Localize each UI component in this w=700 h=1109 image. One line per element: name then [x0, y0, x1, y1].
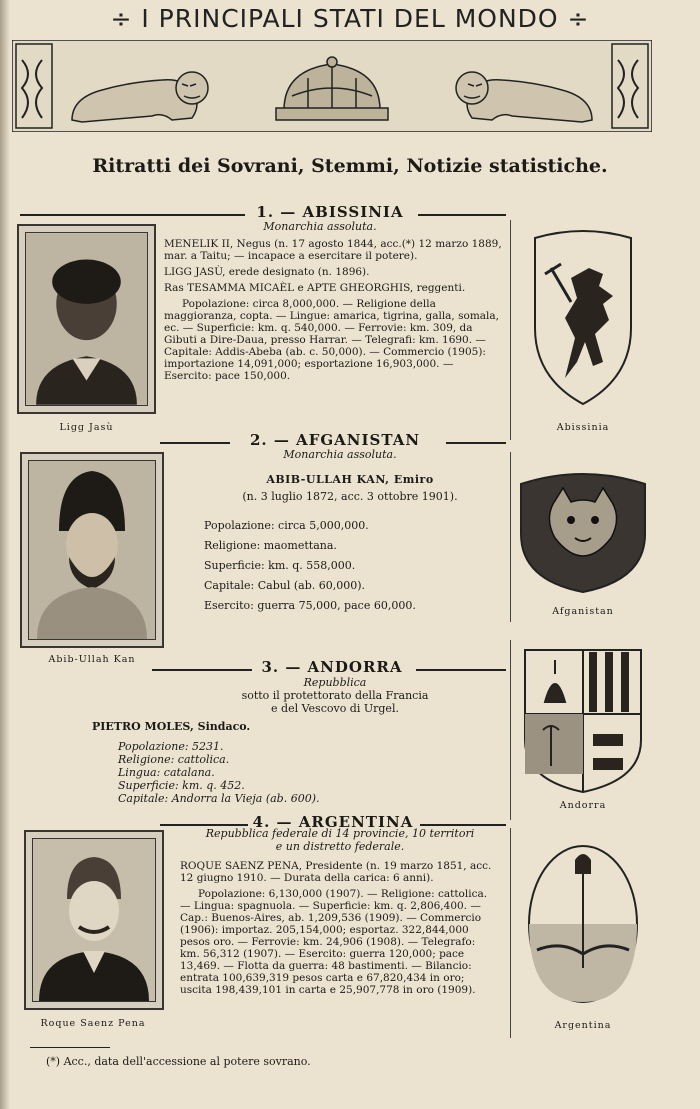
- section-body-abissinia: [164, 238, 502, 386]
- statistics-paragraph: Popolazione: 6,130,000 (1907). — Religione: cattolica. — Lingua: spagnuola. — Superficie: km. q. 2,806,400. — Cap.: Buenos-Aires, ab. 1,209,536 (1909). — Commercio (1906): importaz. 205,154,000; esportaz. 322,844,000 pesos oro. — Ferrovie: km. 24,906 (1908). — Telegrafo: km. 56,312 (1907). — Esercito: guerra 120,000; pace 13,469. — Flotta da guerra: 48 bastimenti. — Bilancio: entrata 100,639,319 pesos carta e 67,820,434 in oro; uscita 198,439,101 in carta e 25,907,778 in oro (1909).: [180, 888, 488, 996]
- portrait-frame-ligg-jasu: [17, 224, 156, 414]
- government-type: Monarchia assoluta.: [263, 220, 377, 233]
- stat-line: Popolazione: 5231.: [118, 740, 224, 753]
- government-type: e un distretto federale.: [275, 840, 405, 853]
- section-body-argentina: [180, 860, 498, 1000]
- portrait-ligg-jasu: [25, 232, 148, 406]
- portrait-frame-roque-saenz-pena: [24, 830, 164, 1010]
- protectorate-line: e del Vescovo di Urgel.: [271, 702, 399, 715]
- arms-caption: Argentina: [554, 1020, 612, 1031]
- portrait-roque-saenz-pena: [32, 838, 156, 1002]
- arms-caption: Andorra: [559, 800, 607, 811]
- stat-line: Popolazione: circa 5,000,000.: [204, 519, 369, 532]
- stat-line: Superficie: km. q. 452.: [118, 779, 245, 792]
- heir-line: LIGG JASÙ, erede designato (n. 1896).: [164, 266, 370, 278]
- heading-rule-right: [416, 669, 506, 671]
- heading-rule-left: [160, 824, 248, 826]
- heading-rule-right: [446, 442, 506, 444]
- arms-caption: Abissinia: [556, 422, 610, 433]
- ruler-line: MENELIK II, Negus (n. 17 agosto 1844, acc.(*) 12 marzo 1889, mar. a Taitu; — incapace a esercitare il potere).: [164, 238, 502, 262]
- section-heading-andorra: 3. — ANDORRA: [261, 658, 403, 676]
- footnote-rule: [30, 1047, 110, 1048]
- arms-panel: [510, 220, 654, 440]
- stat-line: Capitale: Andorra la Vieja (ab. 600).: [118, 792, 320, 805]
- portrait-abib-ullah: [28, 460, 156, 640]
- stat-line: Religione: maomettana.: [204, 539, 337, 552]
- regents-line: Ras TESAMMA MICAÈL e APTE GHEORGHIS, reggenti.: [164, 282, 466, 294]
- page-title: ÷ I PRINCIPALI STATI DEL MONDO ÷: [110, 4, 590, 33]
- portrait-caption: Roque Saenz Pena: [40, 1018, 146, 1029]
- section-heading-afganistan: 2. — AFGANISTAN: [249, 431, 421, 449]
- portrait-caption: Ligg Jasù: [59, 422, 114, 433]
- government-type: Repubblica: [303, 676, 367, 689]
- section-heading-abissinia: 1. — ABISSINIA: [256, 203, 404, 221]
- section-heading-argentina: 4. — ARGENTINA: [252, 813, 414, 831]
- heading-rule-left: [20, 214, 245, 216]
- government-type: Repubblica federale di 14 provincie, 10 territori: [205, 827, 475, 840]
- heading-rule-right: [418, 214, 506, 216]
- stat-line: Religione: cattolica.: [118, 753, 230, 766]
- ruler-name: ABIB-ULLAH KAN, Emiro: [266, 473, 434, 486]
- stat-line: Lingua: catalana.: [118, 766, 215, 779]
- arms-panel: [510, 828, 654, 1038]
- page-subtitle: Ritratti dei Sovrani, Stemmi, Notizie statistiche.: [92, 155, 608, 177]
- arms-caption: Afganistan: [552, 606, 614, 617]
- protectorate-line: sotto il protettorato della Francia: [241, 689, 429, 702]
- footnote: (*) Acc., data dell'accessione al potere sovrano.: [46, 1055, 311, 1068]
- statistics-paragraph: Popolazione: circa 8,000,000. — Religione della maggioranza, copta. — Lingue: amarica, tigrina, galla, somala, ec. — Superficie: km. q. 540,000. — Ferrovie: km. 309, da Gibuti a Dire-Daua, presso Harrar. — Telegrafi: km. 1690. — Capitale: Addis-Abeba (ab. c. 50,000). — Commercio (1905): importazione 14,091,000; esportazione 16,903,000. — Esercito: pace 150,000.: [164, 298, 499, 382]
- abissinia-coat-of-arms: [525, 228, 641, 412]
- ruler-line: ROQUE SAENZ PENA, Presidente (n. 19 marzo 1851, acc. 12 giugno 1910. — Durata della carica: 6 anni).: [180, 860, 492, 884]
- stat-line: Capitale: Cabul (ab. 60,000).: [204, 579, 366, 592]
- argentina-coat-of-arms: [523, 838, 643, 1008]
- section-stats-andorra: [118, 740, 418, 805]
- stat-line: Esercito: guerra 75,000, pace 60,000.: [204, 599, 416, 612]
- ruler-dates: (n. 3 luglio 1872, acc. 3 ottobre 1901).: [242, 490, 458, 503]
- heading-rule-left: [152, 669, 252, 671]
- lions-crown-banner: [12, 40, 652, 132]
- portrait-caption: Abib-Ullah Kan: [48, 654, 136, 665]
- ruler-name: PIETRO MOLES, Sindaco.: [92, 720, 251, 733]
- arms-panel: [510, 452, 654, 622]
- arms-panel: [510, 640, 654, 820]
- section-stats-afganistan: [204, 516, 494, 616]
- portrait-frame-abib-ullah: [20, 452, 164, 648]
- afganistan-coat-of-arms: [517, 464, 649, 594]
- government-type: Monarchia assoluta.: [283, 448, 397, 461]
- andorra-coat-of-arms: [521, 646, 645, 796]
- heading-rule-right: [420, 824, 506, 826]
- stat-line: Superficie: km. q. 558,000.: [204, 559, 356, 572]
- heading-rule-left: [160, 442, 230, 444]
